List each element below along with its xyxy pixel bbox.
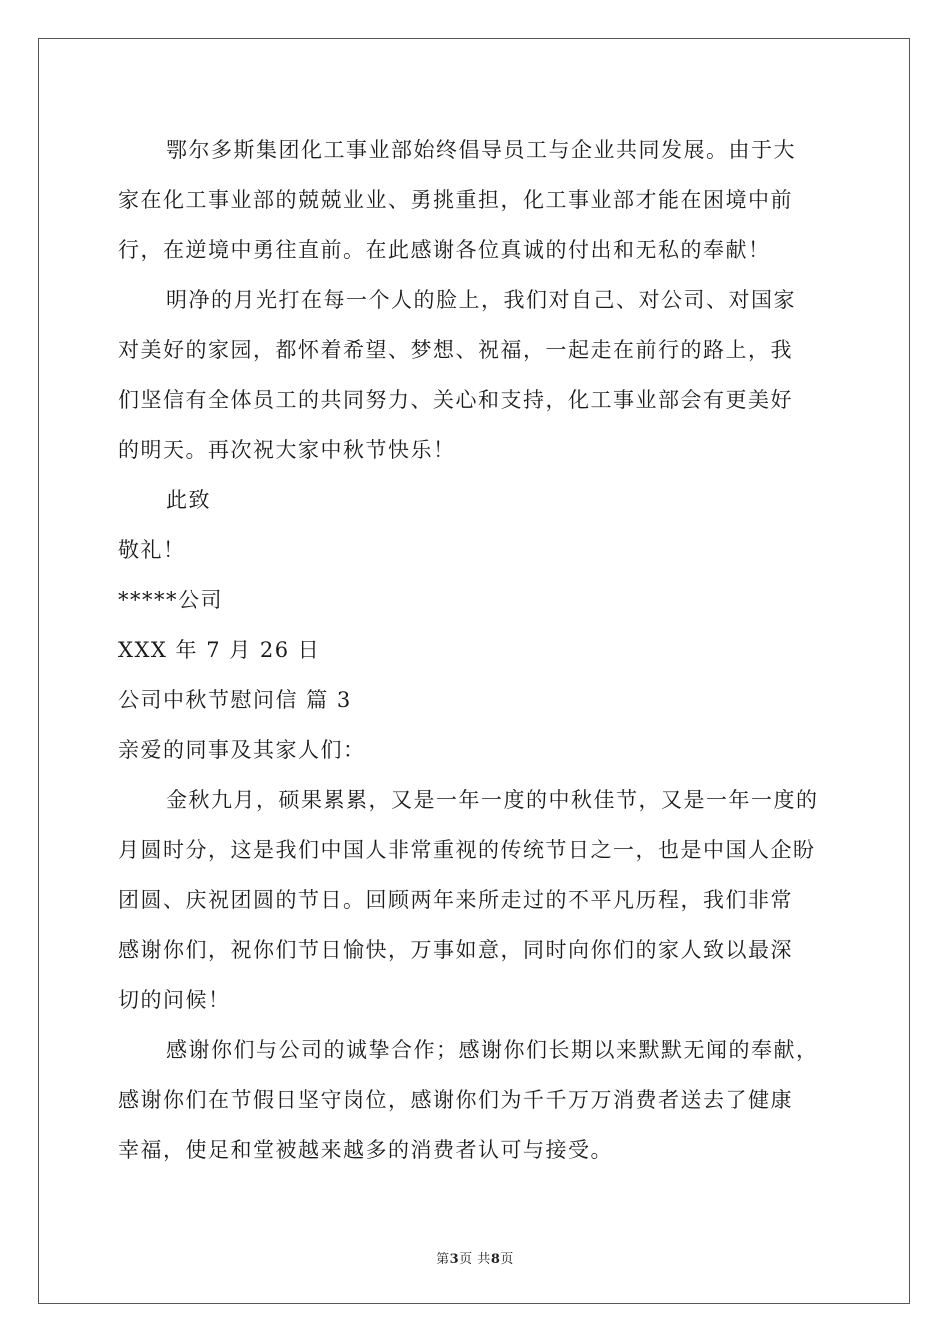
closing-salutation: 此致 xyxy=(166,488,211,512)
paragraph-line: 金秋九月，硕果累累，又是一年一度的中秋佳节，又是一年一度的 xyxy=(166,788,819,812)
paragraph-line: 行，在逆境中勇往直前。在此感谢各位真诚的付出和无私的奉献！ xyxy=(118,238,771,262)
paragraph-line: 家在化工事业部的兢兢业业、勇挑重担，化工事业部才能在困境中前 xyxy=(118,188,793,212)
paragraph-line: 们坚信有全体员工的共同努力、关心和支持，化工事业部会有更美好 xyxy=(118,388,793,412)
page-total: 8 xyxy=(490,1252,501,1267)
paragraph-line: 对美好的家园，都怀着希望、梦想、祝福，一起走在前行的路上，我 xyxy=(118,338,793,362)
paragraph-line: 团圆、庆祝团圆的节日。回顾两年来所走过的不平凡历程，我们非常 xyxy=(118,888,793,912)
signature-company: *****公司 xyxy=(118,588,223,612)
paragraph-line: 月圆时分，这是我们中国人非常重视的传统节日之一，也是中国人企盼 xyxy=(118,838,816,862)
document-body xyxy=(118,125,838,1175)
page-mid: 页 共 xyxy=(459,1252,491,1267)
section-title: 公司中秋节慰问信 篇 3 xyxy=(118,688,352,712)
page-suffix: 页 xyxy=(500,1252,514,1267)
paragraph-line: 切的问候！ xyxy=(118,988,231,1012)
paragraph-line: 感谢你们，祝你们节日愉快，万事如意，同时向你们的家人致以最深 xyxy=(118,938,793,962)
signature-date: XXX 年 7 月 26 日 xyxy=(118,638,321,662)
page-current: 3 xyxy=(449,1252,460,1267)
paragraph-line: 感谢你们与公司的诚挚合作；感谢你们长期以来默默无闻的奉献， xyxy=(166,1038,819,1062)
page-number-footer xyxy=(0,1248,950,1267)
page-prefix: 第 xyxy=(436,1252,450,1267)
paragraph-line: 的明天。再次祝大家中秋节快乐！ xyxy=(118,438,456,462)
closing-regards: 敬礼！ xyxy=(118,538,186,562)
paragraph-line: 感谢你们在节假日坚守岗位，感谢你们为千千万万消费者送去了健康 xyxy=(118,1088,793,1112)
greeting: 亲爱的同事及其家人们： xyxy=(118,738,366,762)
paragraph-line: 明净的月光打在每一个人的脸上，我们对自己、对公司、对国家 xyxy=(166,288,796,312)
paragraph-line: 幸福，使足和堂被越来越多的消费者认可与接受。 xyxy=(118,1138,613,1162)
paragraph-line: 鄂尔多斯集团化工事业部始终倡导员工与企业共同发展。由于大 xyxy=(166,138,796,162)
